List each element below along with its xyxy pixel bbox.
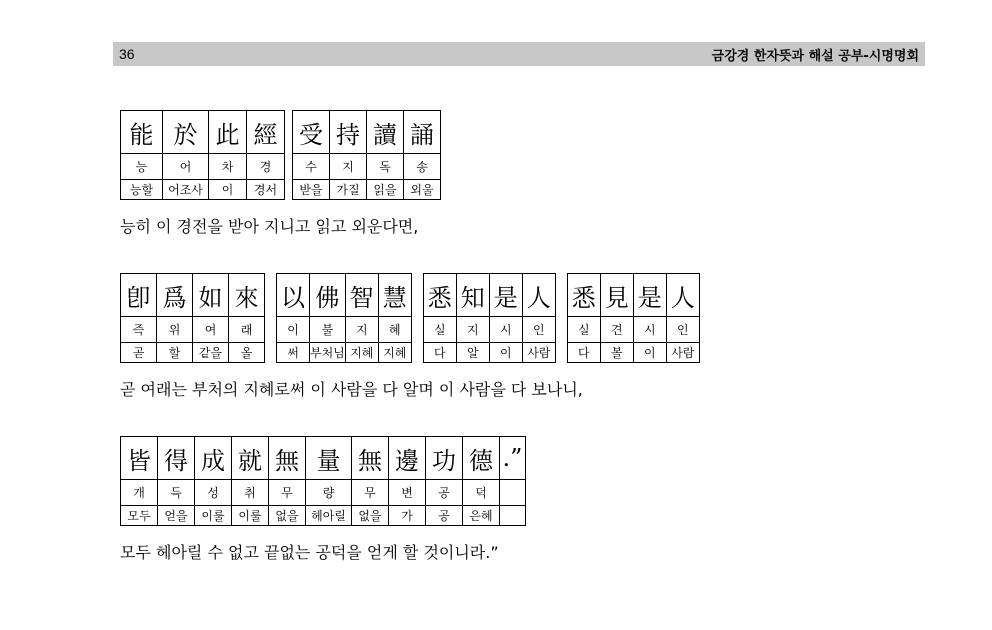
hanja-meaning: 없을: [352, 506, 389, 526]
hanja-meaning: 다: [567, 343, 600, 363]
hanja-char: 邊: [389, 437, 426, 480]
hanja-char: 受: [293, 111, 330, 154]
hanja-meaning: 사람: [522, 343, 555, 363]
hanja-reading: 수: [293, 154, 330, 180]
hanja-char: 此: [209, 111, 247, 154]
hanja-char: 人: [522, 274, 555, 317]
hanja-reading: 실: [567, 317, 600, 343]
hanja-meaning: 할: [157, 343, 193, 363]
hanja-reading: 위: [157, 317, 193, 343]
hanja-reading: 량: [306, 480, 352, 506]
hanja-char: 是: [489, 274, 522, 317]
hanja-char: 持: [330, 111, 367, 154]
hanja-meaning: [500, 506, 526, 526]
hanja-char: 皆: [121, 437, 158, 480]
translation-text: 모두 헤아릴 수 없고 끝없는 공덕을 얻게 할 것이니라.”: [120, 543, 499, 562]
hanja-char: 悉: [567, 274, 600, 317]
group-spacer: [285, 111, 293, 154]
group-spacer: [555, 274, 567, 317]
hanja-char: 無: [269, 437, 306, 480]
page-header: [113, 42, 925, 66]
hanja-meaning: 이: [489, 343, 522, 363]
hanja-char: 無: [352, 437, 389, 480]
hanja-meaning: 모두: [121, 506, 158, 526]
hanja-char: 德: [463, 437, 500, 480]
hanja-meaning: 은혜: [463, 506, 500, 526]
hanja-char: 慧: [378, 274, 411, 317]
hanja-reading: 지: [330, 154, 367, 180]
hanja-meaning: 얻을: [158, 506, 195, 526]
group-spacer: [555, 343, 567, 363]
hanja-reading: 능: [121, 154, 163, 180]
hanja-meaning: 올: [229, 343, 265, 363]
hanja-reading: 공: [426, 480, 463, 506]
hanja-meaning: 어조사: [163, 180, 209, 200]
hanja-reading: 이: [277, 317, 310, 343]
hanja-reading: 인: [522, 317, 555, 343]
hanja-char: 見: [600, 274, 633, 317]
group-spacer: [555, 317, 567, 343]
hanja-reading: 경: [247, 154, 285, 180]
hanja-table: [120, 436, 526, 526]
hanja-meaning: 이룰: [195, 506, 232, 526]
hanja-char: 誦: [404, 111, 441, 154]
hanja-reading: 실: [423, 317, 456, 343]
hanja-reading: 불: [310, 317, 346, 343]
hanja-char: 爲: [157, 274, 193, 317]
hanja-meaning: 써: [277, 343, 310, 363]
translation-text: 능히 이 경전을 받아 지니고 읽고 외운다면,: [120, 217, 419, 236]
hanja-reading: 무: [352, 480, 389, 506]
hanja-char: 能: [121, 111, 163, 154]
translation-text: 곧 여래는 부처의 지혜로써 이 사람을 다 알며 이 사람을 다 보나니,: [120, 380, 583, 399]
hanja-char: 是: [633, 274, 666, 317]
hanja-char: 成: [195, 437, 232, 480]
hanja-char: 人: [666, 274, 699, 317]
hanja-char: 知: [456, 274, 489, 317]
hanja-meaning: 외울: [404, 180, 441, 200]
hanja-meaning: 부처님: [310, 343, 346, 363]
hanja-meaning: 지혜: [378, 343, 411, 363]
hanja-meaning: 경서: [247, 180, 285, 200]
hanja-table: [120, 273, 700, 363]
hanja-char: 悉: [423, 274, 456, 317]
header-title: 금강경 한자뜻과 해설 공부-시명명회: [711, 48, 919, 64]
hanja-meaning: 없을: [269, 506, 306, 526]
hanja-meaning: 지혜: [345, 343, 378, 363]
hanja-reading: 여: [193, 317, 229, 343]
hanja-reading: 득: [158, 480, 195, 506]
hanja-reading: 개: [121, 480, 158, 506]
hanja-meaning: 같을: [193, 343, 229, 363]
hanja-reading: 성: [195, 480, 232, 506]
hanja-char: 佛: [310, 274, 346, 317]
hanja-meaning: 헤아릴: [306, 506, 352, 526]
hanja-char: 得: [158, 437, 195, 480]
hanja-char: 智: [345, 274, 378, 317]
hanja-char: 量: [306, 437, 352, 480]
hanja-char: 讀: [367, 111, 404, 154]
hanja-reading: 지: [456, 317, 489, 343]
hanja-reading: 혜: [378, 317, 411, 343]
hanja-meaning: 이룰: [232, 506, 269, 526]
hanja-meaning: 공: [426, 506, 463, 526]
hanja-reading: 송: [404, 154, 441, 180]
hanja-reading: [500, 480, 526, 506]
hanja-reading: 시: [633, 317, 666, 343]
hanja-char: 經: [247, 111, 285, 154]
hanja-meaning: 이: [633, 343, 666, 363]
hanja-reading: 인: [666, 317, 699, 343]
hanja-reading: 무: [269, 480, 306, 506]
page-number: 36: [119, 46, 135, 62]
group-spacer: [411, 317, 423, 343]
hanja-meaning: 가질: [330, 180, 367, 200]
hanja-reading: 견: [600, 317, 633, 343]
group-spacer: [265, 317, 277, 343]
hanja-meaning: 곧: [121, 343, 157, 363]
hanja-meaning: 다: [423, 343, 456, 363]
hanja-reading: 시: [489, 317, 522, 343]
hanja-reading: 차: [209, 154, 247, 180]
group-spacer: [411, 274, 423, 317]
hanja-reading: 덕: [463, 480, 500, 506]
hanja-reading: 래: [229, 317, 265, 343]
hanja-reading: 취: [232, 480, 269, 506]
group-spacer: [285, 180, 293, 200]
hanja-char: 來: [229, 274, 265, 317]
group-spacer: [285, 154, 293, 180]
hanja-char: 就: [232, 437, 269, 480]
hanja-meaning: 사람: [666, 343, 699, 363]
hanja-meaning: 볼: [600, 343, 633, 363]
hanja-meaning: 알: [456, 343, 489, 363]
hanja-reading: 독: [367, 154, 404, 180]
hanja-char: 以: [277, 274, 310, 317]
hanja-meaning: 읽을: [367, 180, 404, 200]
hanja-reading: 변: [389, 480, 426, 506]
hanja-char: 功: [426, 437, 463, 480]
group-spacer: [411, 343, 423, 363]
hanja-char: 卽: [121, 274, 157, 317]
hanja-table: [120, 110, 441, 200]
hanja-reading: 지: [345, 317, 378, 343]
hanja-reading: 즉: [121, 317, 157, 343]
hanja-meaning: 받을: [293, 180, 330, 200]
hanja-char: .”: [500, 437, 526, 480]
hanja-char: 如: [193, 274, 229, 317]
group-spacer: [265, 343, 277, 363]
hanja-char: 於: [163, 111, 209, 154]
group-spacer: [265, 274, 277, 317]
hanja-meaning: 가: [389, 506, 426, 526]
hanja-reading: 어: [163, 154, 209, 180]
hanja-meaning: 능할: [121, 180, 163, 200]
hanja-meaning: 이: [209, 180, 247, 200]
